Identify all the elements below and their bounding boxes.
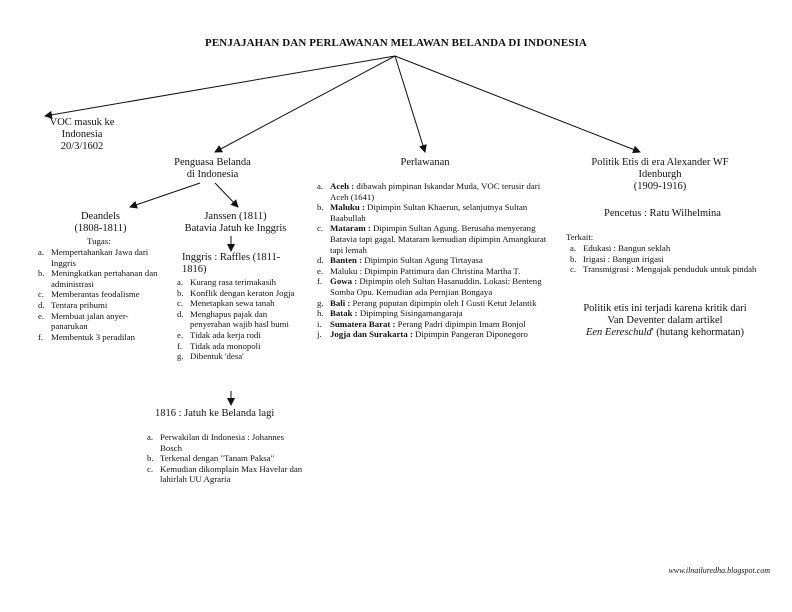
deandels-list xyxy=(38,247,158,342)
voc-line1: VOC masuk ke xyxy=(49,117,115,128)
deandels-years: (1808-1811) xyxy=(74,223,127,234)
list-item xyxy=(147,464,307,485)
list-item xyxy=(317,223,557,255)
list-item-text: Dipimpin Sultan Agung. Berusaha menyerang Batavia tapi gagal. Mataram kemudian dipimpin Amangkurat tapi lemah xyxy=(330,223,547,255)
list-item xyxy=(317,276,557,297)
etis-line2: Idenburgh xyxy=(638,169,682,180)
list-item xyxy=(177,341,297,352)
list-item xyxy=(317,329,557,340)
deandels-tugas-label: Tugas: xyxy=(87,236,111,246)
list-item xyxy=(317,202,557,223)
arrow-to-janssen xyxy=(215,183,238,207)
arrow-to-penguasa xyxy=(215,56,395,152)
list-item-text: Maluku : Dipimpin Pattimura dan Christina Martha T. xyxy=(330,265,521,276)
list-marker: a. xyxy=(317,181,324,191)
node-perlawanan: Perlawanan xyxy=(400,157,450,168)
list-item-text: Dipimpin Sultan Khaerun, selanjutnya Sultan Baabullah xyxy=(330,202,528,223)
page-title: PENJAJAHAN DAN PERLAWANAN MELAWAN BELANDA DI INDONESIA xyxy=(205,37,587,49)
list-item-head: Gowa : xyxy=(330,276,358,287)
belanda1816-title: 1816 : Jatuh ke Belanda lagi xyxy=(155,408,275,419)
list-item-head: Bali : xyxy=(330,297,351,308)
perlawanan-list xyxy=(317,181,557,340)
list-marker: g. xyxy=(177,351,184,362)
list-item-text: Dipimpin Sultan Agung Tirtayasa xyxy=(362,255,483,266)
list-marker: b. xyxy=(317,202,324,213)
list-item-text: Terkenal dengan "Tanam Paksa" xyxy=(160,453,275,464)
etis-note xyxy=(570,303,760,339)
list-item-head: Batak : xyxy=(330,308,358,319)
list-item xyxy=(570,264,765,275)
arrow-to-perlawanan xyxy=(395,56,425,152)
belanda1816-list xyxy=(147,432,307,485)
list-item-text: Edukasi : Bangun seklah xyxy=(583,243,671,253)
list-item xyxy=(177,330,297,341)
list-item-text: Meningkatkan pertahanan dan administrasi xyxy=(51,268,158,289)
list-item-text: Dipimpin oleh Sultan Hasanuddin. Lokasi: Benteng Somba Opu. Kemudian ada Pernjian Bongaya xyxy=(330,276,542,297)
arrow-to-deandels xyxy=(130,183,200,207)
list-marker: f. xyxy=(317,276,323,287)
etis-line1: Politik Etis di era Alexander WF xyxy=(591,157,729,168)
list-item-text: Irigasi : Bangun irigasi xyxy=(583,253,664,264)
list-item-text: Perang puputan dipimpin oleh I Gusti Ketut Jelantik xyxy=(350,297,537,308)
etis-list xyxy=(570,243,765,275)
list-item xyxy=(38,289,158,300)
footer-url: www.ilnailuredha.blogspot.com xyxy=(668,566,770,575)
list-item xyxy=(317,255,557,266)
list-item-text: dibawah pimpinan Iskandar Muda, VOC terusir dari Aceh (1641) xyxy=(330,181,541,202)
raffles-list xyxy=(177,277,297,362)
list-item xyxy=(317,266,557,277)
list-item xyxy=(570,243,765,254)
raffles-title: Inggris : Raffles (1811-1816) xyxy=(182,252,281,275)
list-item xyxy=(147,453,307,464)
list-item-text: Menghapus pajak dan penyerahan wajib hasl bumi xyxy=(190,308,289,330)
penguasa-line2: di Indonesia xyxy=(186,169,239,180)
list-marker: j. xyxy=(317,329,322,340)
list-item xyxy=(38,247,158,268)
list-marker: b. xyxy=(147,453,154,464)
list-marker: e. xyxy=(177,329,184,340)
list-marker: f. xyxy=(38,331,44,342)
etis-note3-italic: Een Eereschuld xyxy=(585,327,652,338)
janssen-line1: Janssen (1811) xyxy=(204,211,267,222)
list-item xyxy=(570,254,765,265)
list-item-text: Tentara pribumi xyxy=(51,299,108,310)
list-item xyxy=(177,277,297,288)
node-penguasa xyxy=(150,157,275,181)
list-marker: b. xyxy=(570,253,577,264)
list-item xyxy=(177,288,297,299)
node-voc xyxy=(22,117,142,153)
list-item-head: Mataram : xyxy=(330,223,371,234)
etis-note3-rest: ' (hutang kehormatan) xyxy=(651,327,745,338)
list-marker: c. xyxy=(38,289,45,300)
list-marker: h. xyxy=(317,308,324,319)
list-marker: g. xyxy=(317,297,324,308)
node-janssen xyxy=(168,211,303,235)
list-marker: d. xyxy=(38,299,45,310)
list-marker: b. xyxy=(38,268,45,279)
list-item-text: Membuat jalan anyer-panarukan xyxy=(51,310,129,332)
list-item-text: Perang Padri dipimpin Imam Bonjol xyxy=(395,318,526,329)
list-item-text: Dipimpin Pangeran Diponegoro xyxy=(412,329,528,340)
list-item xyxy=(147,432,307,453)
deandels-name: Deandels xyxy=(80,211,121,222)
list-item xyxy=(317,181,557,202)
list-marker: d. xyxy=(317,255,324,266)
list-item-head: Aceh : xyxy=(330,181,355,191)
list-marker: f. xyxy=(177,340,183,351)
list-item-text: Dibentuk 'desa' xyxy=(190,351,244,362)
list-marker: c. xyxy=(147,463,154,474)
list-marker: c. xyxy=(570,264,577,275)
list-item-text: Kurang rasa terimakasih xyxy=(190,277,276,287)
arrow-to-etis xyxy=(395,56,640,152)
list-marker: a. xyxy=(38,247,45,257)
list-item-text: Tidak ada monopoli xyxy=(190,340,261,351)
list-marker: a. xyxy=(147,432,154,442)
list-item-text: Memberantas feodalisme xyxy=(51,289,140,300)
list-item-head: Sumatera Barat : xyxy=(330,318,396,329)
list-item xyxy=(38,268,158,289)
list-item-text: Perwakilan di Indonesia : Johannes Bosch xyxy=(160,432,285,453)
list-item-text: Konflik dengan keraton Jogja xyxy=(190,287,295,298)
list-item xyxy=(38,300,158,311)
list-marker: c. xyxy=(317,223,324,234)
list-marker: e. xyxy=(38,310,45,321)
list-item-text: Membentuk 3 peradilan xyxy=(51,331,136,342)
list-marker: a. xyxy=(177,277,184,287)
janssen-line2: Batavia Jatuh ke Inggris xyxy=(184,223,287,234)
etis-pencetus: Pencetus : Ratu Wilhelmina xyxy=(604,208,721,219)
list-item-text: Transmigrasi : Mengajak penduduk untuk pindah xyxy=(583,264,757,275)
penguasa-line1: Penguasa Belanda xyxy=(174,157,251,168)
list-item-text: Kemudian dikomplain Max Havelar dan lahirlah UU Agraria xyxy=(160,463,303,485)
arrow-to-voc xyxy=(45,56,395,116)
voc-line2: Indonesia xyxy=(61,129,103,140)
list-marker: c. xyxy=(177,298,184,309)
list-item xyxy=(177,351,297,362)
list-item xyxy=(317,308,557,319)
list-item xyxy=(317,298,557,309)
list-marker: e. xyxy=(317,265,324,276)
list-item-head: Jogja dan Surakarta : xyxy=(330,329,413,340)
etis-note3 xyxy=(570,327,760,339)
list-marker: d. xyxy=(177,308,184,319)
list-item xyxy=(38,311,158,332)
list-item-head: Maluku : xyxy=(330,202,365,213)
etis-note2: Van Deventer dalam artikel xyxy=(607,315,723,326)
list-item-text: Dipimping Sisingamangaraja xyxy=(357,308,463,319)
voc-line3: 20/3/1602 xyxy=(60,141,104,152)
node-etis xyxy=(575,157,745,193)
list-item xyxy=(177,298,297,309)
etis-line3: (1909-1916) xyxy=(633,181,687,192)
node-deandels xyxy=(48,211,153,235)
list-item xyxy=(177,309,297,330)
list-item xyxy=(317,319,557,330)
list-item-text: Mempertahankan Jawa dari Inggris xyxy=(51,247,149,268)
etis-terkait-label: Terkait: xyxy=(566,232,594,242)
list-item xyxy=(38,332,158,343)
list-marker: i. xyxy=(317,318,322,329)
list-item-text: Tidak ada kerja rodi xyxy=(190,329,261,340)
list-marker: b. xyxy=(177,287,184,298)
list-item-head: Banten : xyxy=(330,255,363,266)
list-marker: a. xyxy=(570,243,577,253)
list-item-text: Menetapkan sewa tanah xyxy=(190,298,275,309)
etis-note1: Politik etis ini terjadi karena kritik dari xyxy=(583,303,747,314)
